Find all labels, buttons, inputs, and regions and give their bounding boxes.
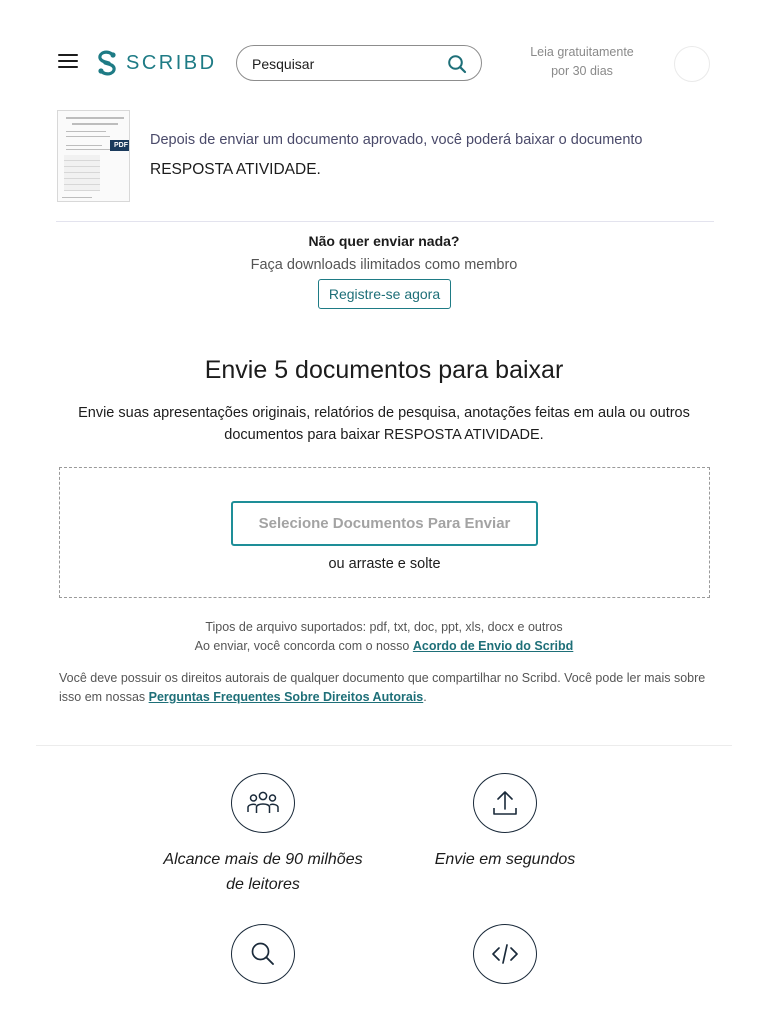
upload-dropzone[interactable] [59,467,710,598]
free-trial-link[interactable] [520,43,644,81]
code-icon [473,924,537,984]
no-upload-subtitle: Faça downloads ilimitados como membro [250,257,518,273]
top-header [0,0,768,126]
trial-line-2: por 30 dias [551,64,613,78]
document-message: Depois de enviar um documento aprovado, você poderá baixar o documento [150,132,643,148]
upload-icon [473,773,537,833]
user-avatar[interactable] [674,46,710,82]
copyright-suffix: . [423,690,427,704]
hamburger-menu-icon[interactable] [58,54,80,72]
drag-drop-text: ou arraste e solte [328,556,441,572]
upload-agreement-link[interactable]: Acordo de Envio do Scribd [412,639,574,653]
feature-label-readers: Alcance mais de 90 milhões de leitores [163,851,363,893]
search-icon[interactable] [447,54,467,74]
document-thumbnail[interactable] [57,110,130,202]
supported-file-types: Tipos de arquivo suportados: pdf, txt, doc, ppt, xls, docx e outros [205,620,563,634]
logo-text: SCRIBD [126,51,217,74]
section-divider [36,745,732,746]
search-icon [231,924,295,984]
copyright-faq-link[interactable]: Perguntas Frequentes Sobre Direitos Autorais [148,690,424,704]
register-button[interactable]: Registre-se agora [318,279,451,309]
document-row [56,110,714,222]
copyright-text: Você deve possuir os direitos autorais de qualquer documento que compartilhar no Scribd. Você pode ler mais sobre isso em nossas [59,671,706,704]
upload-agreement [0,639,768,653]
document-title: RESPOSTA ATIVIDADE. [150,161,321,178]
trial-line-1: Leia gratuitamente [530,45,634,59]
copyright-notice [59,669,709,707]
feature-label-upload: Envie em segundos [434,851,576,868]
pdf-badge: PDF [110,140,130,151]
agreement-prefix: Ao enviar, você concorda com o nosso [194,639,410,653]
upload-title: Envie 5 documentos para baixar [204,356,564,384]
upload-description: Envie suas apresentações originais, relatórios de pesquisa, anotações feitas em aula ou outros documentos para baixar RESPOSTA ATIVIDADE. [78,405,690,443]
no-upload-title: Não quer enviar nada? [308,233,460,249]
search-bar[interactable] [236,45,482,81]
scribd-logo[interactable] [96,50,217,76]
search-input[interactable] [252,53,437,75]
people-icon [231,773,295,833]
select-documents-button[interactable]: Selecione Documentos Para Enviar [231,501,538,546]
scribd-logo-icon [96,50,118,76]
